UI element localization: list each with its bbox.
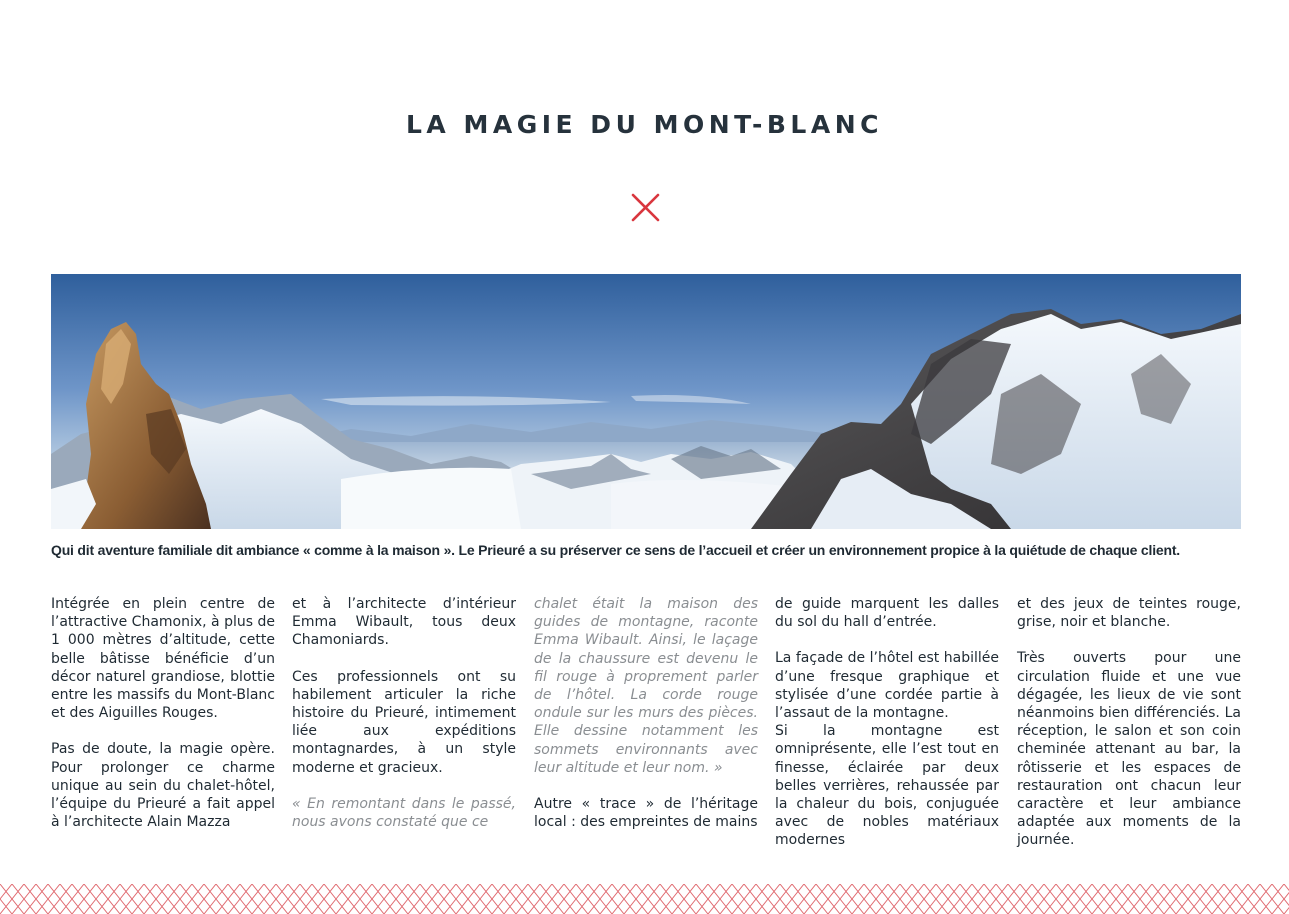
paragraph: La façade de l’hôtel est habillée d’une fresque graphique et stylisée d’une cordée partie à l’assaut de la montagne. [775,650,999,722]
page-title: LA MAGIE DU MONT-BLANC [406,110,883,139]
text-column-3 [534,595,758,831]
mountain-panorama-image [51,274,1241,529]
rope-pattern-border [0,884,1289,914]
quote-paragraph: chalet était la maison des guides de montagne, raconte Emma Wibault. Ainsi, le laçage de la chaussure est devenu le fil rouge à proprement parler de l’hôtel. La corde rouge ondule sur les murs des pièces. Elle dessine notamment les sommets environnants avec leur altitude et leur nom. » [534,596,758,776]
text-column-1 [51,595,275,831]
text-column-5 [1017,595,1241,850]
text-column-2 [292,595,516,831]
paragraph: Autre « trace » de l’héritage local : des empreintes de mains [534,796,758,831]
paragraph: Très ouverts pour une circulation fluide et une vue dégagée, les lieux de vie sont néanmoins bien différenciés. La réception, le salon et son coin cheminée attenant au bar, la rôtisserie et les espaces de restauration ont chacun leur caractère et leur ambiance adaptée aux moments de la journée. [1017,650,1241,849]
text-column-4 [775,595,999,850]
cross-icon [630,192,661,223]
paragraph: et des jeux de teintes rouge, grise, noir et blanche. [1017,596,1241,631]
photo-caption: Qui dit aventure familiale dit ambiance « comme à la maison ». Le Prieuré a su préserver ce sens de l’accueil et créer un environnement propice à la quiétude de chaque client. [51,542,1180,558]
paragraph: Si la montagne est omniprésente, elle l’est tout en finesse, éclairée par deux belles verrières, rehaussée par la chaleur du bois, conjuguée avec de nobles matériaux modernes [775,723,999,849]
paragraph: de guide marquent les dalles du sol du hall d’entrée. [775,596,999,631]
paragraph: Intégrée en plein centre de l’attractive Chamonix, à plus de 1 000 mètres d’altitude, cette belle bâtisse bénéficie d’un décor naturel grandiose, blottie entre les massifs du Mont-Blanc et des Aiguilles Rouges. [51,596,275,722]
paragraph: Pas de doute, la magie opère. Pour prolonger ce charme unique au sein du chalet-hôtel, l’équipe du Prieuré a fait appel à l’architecte Alain Mazza [51,741,275,831]
quote-paragraph: « En remontant dans le passé, nous avons constaté que ce [292,795,516,831]
paragraph: et à l’architecte d’intérieur Emma Wibault, tous deux Chamoniards. [292,596,516,649]
paragraph: Ces professionnels ont su habilement articuler la riche histoire du Prieuré, intimement liée aux expéditions montagnardes, à un style moderne et gracieux. [292,668,516,776]
